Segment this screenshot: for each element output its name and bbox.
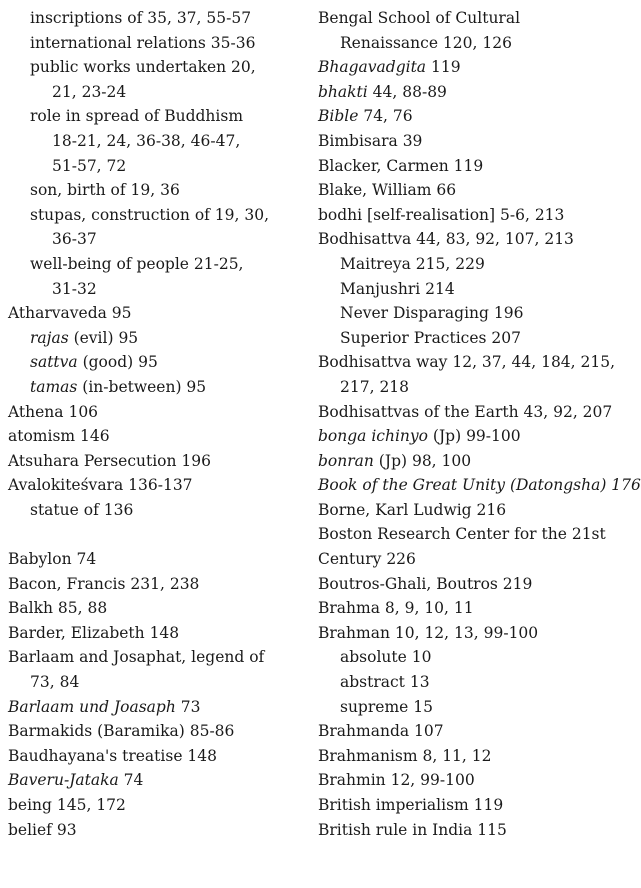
entry-text: absolute 10	[340, 648, 432, 667]
index-entry	[8, 400, 298, 425]
italic-term: rajas	[30, 328, 69, 347]
index-entry	[318, 80, 598, 105]
index-subentry	[8, 129, 298, 154]
entry-text: 36-37	[52, 230, 97, 249]
index-subentry	[8, 277, 298, 302]
index-subentry	[8, 80, 298, 105]
index-entry	[318, 768, 598, 793]
index-entry	[318, 6, 598, 31]
entry-text: son, birth of 19, 36	[30, 181, 180, 200]
index-column-right	[318, 6, 641, 842]
index-subentry	[318, 277, 598, 302]
italic-term: bonran	[318, 451, 374, 470]
index-entry	[8, 449, 298, 474]
index-entry	[318, 818, 598, 843]
index-entry	[8, 596, 298, 621]
entry-text: statue of 136	[30, 500, 134, 519]
entry-text: Balkh 85, 88	[8, 599, 108, 618]
entry-text: supreme 15	[340, 697, 433, 716]
index-subentry	[8, 252, 298, 277]
index-entry	[8, 621, 298, 646]
entry-text: Barmakids (Baramika) 85-86	[8, 722, 235, 741]
index-entry	[318, 744, 598, 769]
entry-text: 74, 76	[358, 107, 413, 126]
index-entry	[318, 473, 641, 498]
entry-text: Brahmanda 107	[318, 722, 444, 741]
entry-text: Atharvaveda 95	[8, 304, 132, 323]
index-subentry	[8, 670, 298, 695]
entry-text: international relations 35-36	[30, 33, 256, 52]
index-subentry	[8, 178, 298, 203]
entry-text: Avalokiteśvara 136-137	[8, 476, 193, 495]
index-entry	[318, 522, 606, 547]
index-entry	[318, 621, 598, 646]
entry-text: Boston Research Center for the 21st	[318, 525, 606, 544]
entry-text: Athena 106	[8, 402, 99, 421]
index-subentry	[8, 31, 298, 56]
italic-term: sattva	[30, 353, 78, 372]
index-entry	[318, 793, 598, 818]
index-entry	[318, 178, 598, 203]
italic-term: Bible	[318, 107, 359, 126]
index-subentry	[8, 227, 298, 252]
index-subentry	[318, 31, 598, 56]
entry-text: 73, 84	[30, 673, 80, 692]
index-subentry	[318, 375, 598, 400]
entry-text: Bacon, Francis 231, 238	[8, 574, 200, 593]
entry-text: Bengal School of Cultural	[318, 9, 521, 27]
entry-text: Blake, William 66	[318, 181, 457, 200]
index-entry	[8, 818, 298, 843]
entry-text: Bodhisattva way 12, 37, 44, 184, 215,	[318, 353, 616, 372]
italic-term: tamas	[30, 377, 78, 396]
entry-text: Never Disparaging 196	[340, 304, 524, 323]
entry-text: role in spread of Buddhism	[30, 107, 244, 126]
entry-text: Brahman 10, 12, 13, 99-100	[318, 623, 539, 642]
entry-text: (in-between) 95	[77, 377, 207, 396]
index-entry	[318, 227, 598, 252]
entry-text: (Jp) 98, 100	[373, 451, 472, 470]
entry-text: Superior Practices 207	[340, 328, 521, 347]
index-entry	[318, 498, 598, 523]
index-entry	[8, 793, 298, 818]
entry-text: Barlaam and Josaphat, legend of	[8, 648, 265, 667]
entry-text: 217, 218	[340, 377, 410, 396]
entry-text: 74	[118, 771, 144, 790]
entry-text: Borne, Karl Ludwig 216	[318, 500, 507, 519]
index-subentry	[318, 695, 598, 720]
entry-text: stupas, construction of 19, 30,	[30, 205, 270, 224]
index-entry	[318, 400, 613, 425]
italic-term: bhakti	[318, 82, 368, 101]
index-column-left	[8, 6, 298, 842]
entry-text: 18-21, 24, 36-38, 46-47,	[52, 131, 241, 150]
index-entry	[318, 104, 598, 129]
entry-text: Babylon 74	[8, 550, 97, 569]
italic-term: Bhagavadgita	[318, 58, 427, 77]
index-entry	[318, 596, 598, 621]
index-entry	[8, 645, 298, 670]
entry-text: inscriptions of 35, 37, 55-57	[30, 9, 252, 27]
entry-text: Renaissance 120, 126	[340, 33, 512, 52]
index-entry	[318, 719, 598, 744]
entry-text: Manjushri 214	[340, 279, 455, 298]
entry-text: 73	[175, 697, 201, 716]
entry-text: Maitreya 215, 229	[340, 254, 485, 273]
entry-text: 51-57, 72	[52, 156, 127, 175]
entry-text: Baudhayana's treatise 148	[8, 746, 218, 765]
index-entry	[318, 547, 598, 572]
entry-text: Barder, Elizabeth 148	[8, 623, 180, 642]
entry-text: public works undertaken 20,	[30, 58, 256, 77]
index-subentry	[8, 498, 298, 523]
entry-text: Atsuhara Persecution 196	[8, 451, 212, 470]
index-entry	[8, 424, 298, 449]
index-entry	[8, 744, 298, 769]
index-subentry	[8, 350, 298, 375]
index-subentry	[8, 154, 298, 179]
entry-text: (good) 95	[77, 353, 158, 372]
entry-text: Brahmanism 8, 11, 12	[318, 746, 492, 765]
entry-text: British imperialism 119	[318, 796, 504, 814]
italic-term: Book of the Great Unity (Datongsha) 176	[318, 476, 641, 495]
italic-term: Barlaam und Joasaph	[8, 697, 176, 716]
entry-text: abstract 13	[340, 673, 430, 692]
index-entry	[8, 547, 298, 572]
entry-text: Brahmin 12, 99-100	[318, 771, 475, 790]
entry-text: (Jp) 99-100	[427, 427, 521, 446]
entry-text: Boutros-Ghali, Boutros 219	[318, 574, 533, 593]
entry-text: 21, 23-24	[52, 82, 127, 101]
index-subentry	[8, 55, 298, 80]
entry-text: well-being of people 21-25,	[30, 254, 244, 273]
index-subentry	[318, 645, 598, 670]
entry-text: belief 93	[8, 820, 77, 839]
index-entry	[318, 203, 598, 228]
index-entry	[318, 55, 598, 80]
index-entry	[8, 473, 298, 498]
entry-text: 31-32	[52, 279, 97, 298]
index-entry	[318, 154, 598, 179]
index-entry	[318, 424, 598, 449]
entry-text: bodhi [self-realisation] 5-6, 213	[318, 205, 565, 224]
index-entry	[8, 768, 298, 793]
entry-text: Bodhisattva 44, 83, 92, 107, 213	[318, 230, 574, 249]
entry-text: 119	[426, 58, 461, 77]
entry-text: being 145, 172	[8, 796, 126, 814]
index-entry	[318, 129, 598, 154]
italic-term: bonga ichinyo	[318, 427, 428, 446]
index-subentry	[8, 375, 298, 400]
entry-text: Blacker, Carmen 119	[318, 156, 484, 175]
entry-text: atomism 146	[8, 427, 110, 446]
index-entry	[318, 449, 598, 474]
section-gap	[8, 522, 298, 547]
index-subentry	[318, 670, 598, 695]
entry-text: (evil) 95	[68, 328, 139, 347]
index-entry	[8, 719, 298, 744]
index-entry	[8, 572, 298, 597]
entry-text: 44, 88-89	[367, 82, 447, 101]
index-subentry	[8, 326, 298, 351]
index-entry	[8, 695, 298, 720]
index-entry	[318, 572, 598, 597]
entry-text: Brahma 8, 9, 10, 11	[318, 599, 474, 618]
entry-text: Bodhisattvas of the Earth 43, 92, 207	[318, 402, 613, 421]
index-subentry	[8, 6, 298, 31]
index-entry	[8, 301, 298, 326]
index-subentry	[318, 326, 598, 351]
entry-text: Bimbisara 39	[318, 131, 423, 150]
entry-text: Century 226	[318, 550, 416, 569]
index-subentry	[8, 104, 298, 129]
index-entry	[318, 350, 616, 375]
index-subentry	[8, 203, 298, 228]
index-subentry	[318, 252, 598, 277]
index-subentry	[318, 301, 598, 326]
italic-term: Baveru-Jataka	[8, 771, 119, 790]
entry-text: British rule in India 115	[318, 820, 507, 839]
